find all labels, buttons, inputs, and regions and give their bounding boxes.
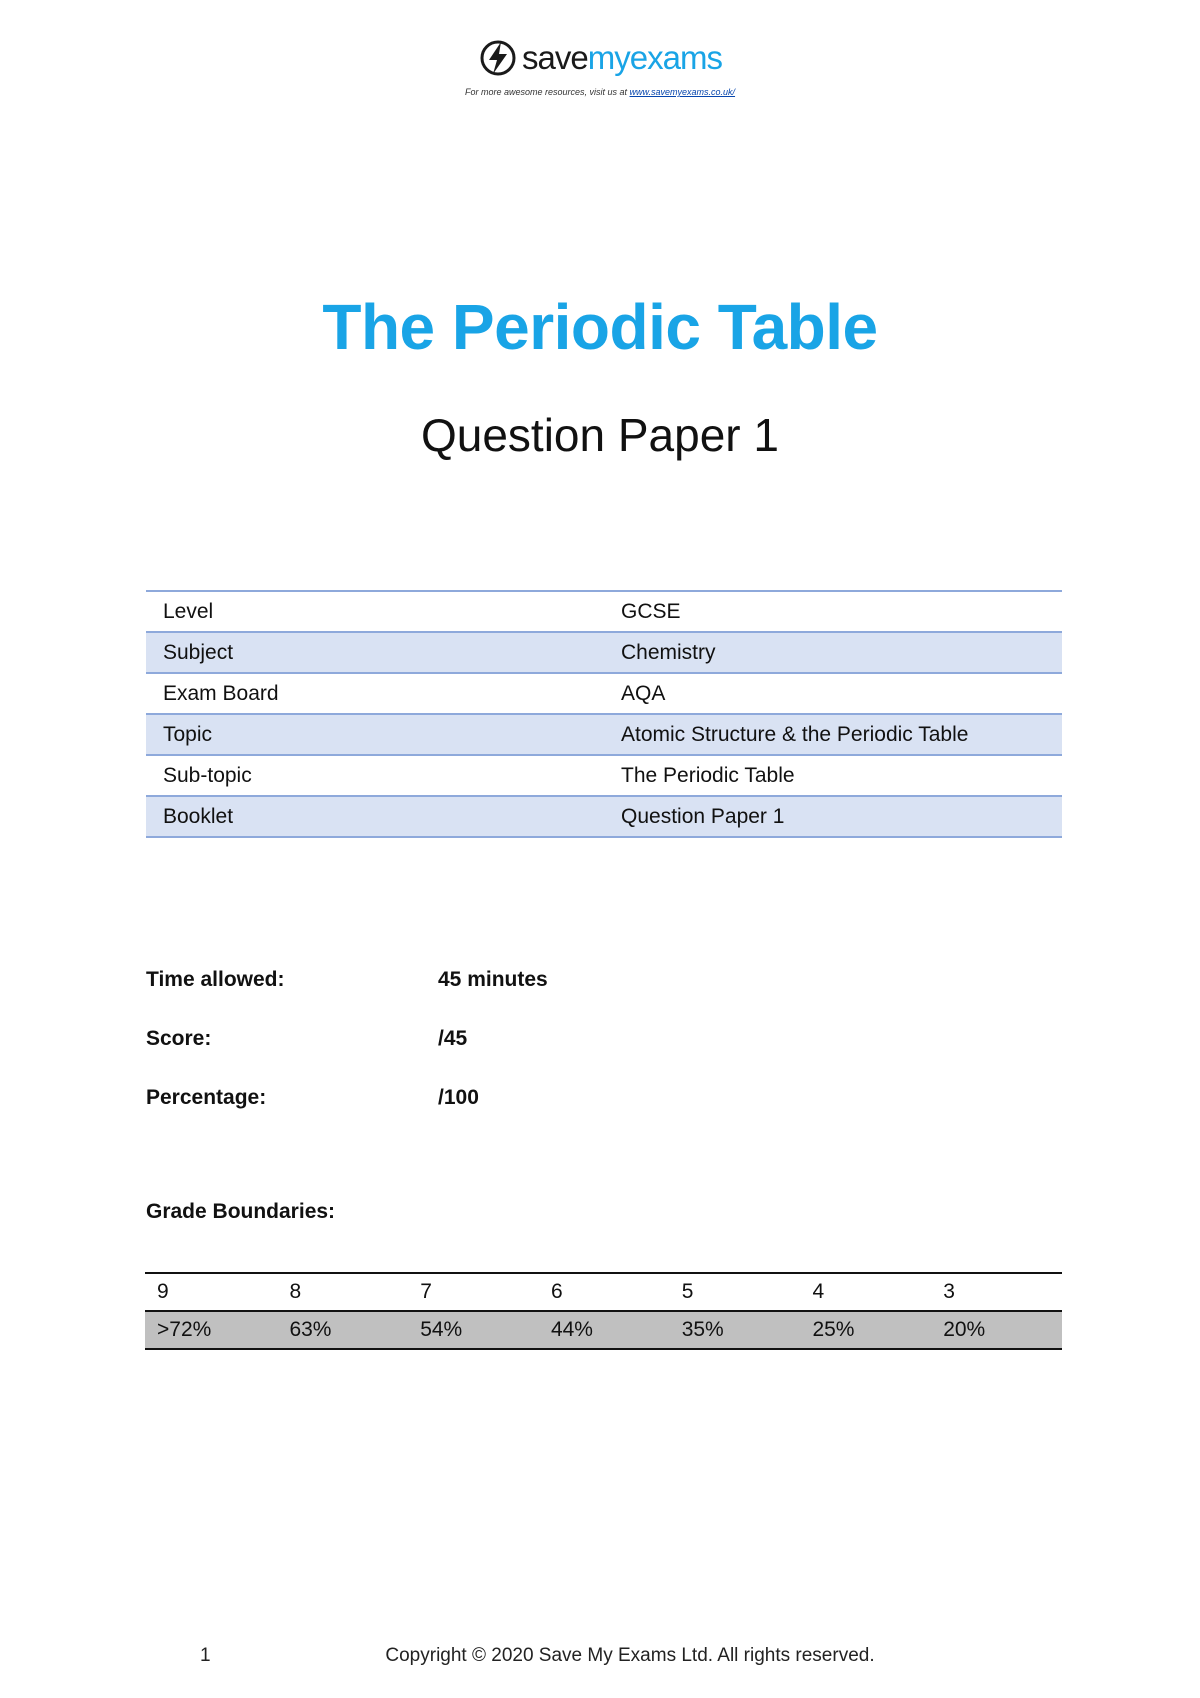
- tagline-link[interactable]: www.savemyexams.co.uk/: [629, 87, 736, 97]
- info-table: [146, 590, 1062, 838]
- info-row: [146, 632, 1062, 673]
- grade-boundaries-heading: Grade Boundaries:: [146, 1200, 336, 1223]
- info-value: GCSE: [604, 591, 1062, 632]
- info-key: Booklet: [146, 796, 604, 837]
- grade-cell: 7: [408, 1273, 539, 1311]
- info-value: The Periodic Table: [604, 755, 1062, 796]
- boundary-cell: 20%: [931, 1311, 1062, 1349]
- grade-cell: 6: [539, 1273, 670, 1311]
- boundary-cell: 54%: [408, 1311, 539, 1349]
- info-key: Exam Board: [146, 673, 604, 714]
- info-row: [146, 714, 1062, 755]
- logo-tagline: [0, 87, 1200, 97]
- grade-boundaries-table: [145, 1272, 1062, 1350]
- info-row: [146, 591, 1062, 632]
- time-allowed-value: 45 minutes: [438, 968, 548, 991]
- info-row: [146, 673, 1062, 714]
- boundary-cell: 25%: [800, 1311, 931, 1349]
- grade-cell: 9: [145, 1273, 277, 1311]
- boundary-cell: >72%: [145, 1311, 277, 1349]
- logo-word-save: save: [522, 39, 588, 76]
- percentage-label: Percentage:: [146, 1086, 267, 1109]
- info-value: Question Paper 1: [604, 796, 1062, 837]
- percentage-row: [146, 1086, 479, 1110]
- info-value: Atomic Structure & the Periodic Table: [604, 714, 1062, 755]
- info-key: Sub-topic: [146, 755, 604, 796]
- time-allowed-row: [146, 968, 548, 992]
- time-allowed-label: Time allowed:: [146, 968, 285, 991]
- document-subtitle: Question Paper 1: [420, 409, 779, 461]
- lightning-bolt-icon: [478, 38, 518, 78]
- logo-wordmark: [522, 38, 722, 78]
- score-value: /45: [438, 1027, 468, 1050]
- grade-row: [145, 1273, 1062, 1311]
- info-row: [146, 755, 1062, 796]
- percentage-boundary-row: [145, 1311, 1062, 1349]
- score-label: Score:: [146, 1027, 212, 1050]
- grade-cell: 4: [800, 1273, 931, 1311]
- page-number: 1: [200, 1645, 211, 1666]
- document-title: The Periodic Table: [322, 291, 878, 363]
- tagline-text: For more awesome resources, visit us at: [464, 87, 630, 97]
- info-key: Topic: [146, 714, 604, 755]
- logo-word-my: my: [587, 39, 630, 76]
- grade-cell: 3: [931, 1273, 1062, 1311]
- boundary-cell: 44%: [539, 1311, 670, 1349]
- boundary-cell: 63%: [277, 1311, 408, 1349]
- logo-word-exams: exams: [629, 39, 722, 76]
- header-logo-block: [0, 38, 1200, 97]
- percentage-value: /100: [438, 1086, 479, 1109]
- info-key: Level: [146, 591, 604, 632]
- copyright-notice: Copyright © 2020 Save My Exams Ltd. All rights reserved.: [385, 1645, 875, 1666]
- info-value: AQA: [604, 673, 1062, 714]
- info-row: [146, 796, 1062, 837]
- grade-cell: 5: [670, 1273, 801, 1311]
- info-value: Chemistry: [604, 632, 1062, 673]
- score-row: [146, 1027, 467, 1051]
- save-my-exams-logo: [478, 38, 722, 78]
- boundary-cell: 35%: [670, 1311, 801, 1349]
- info-key: Subject: [146, 632, 604, 673]
- grade-cell: 8: [277, 1273, 408, 1311]
